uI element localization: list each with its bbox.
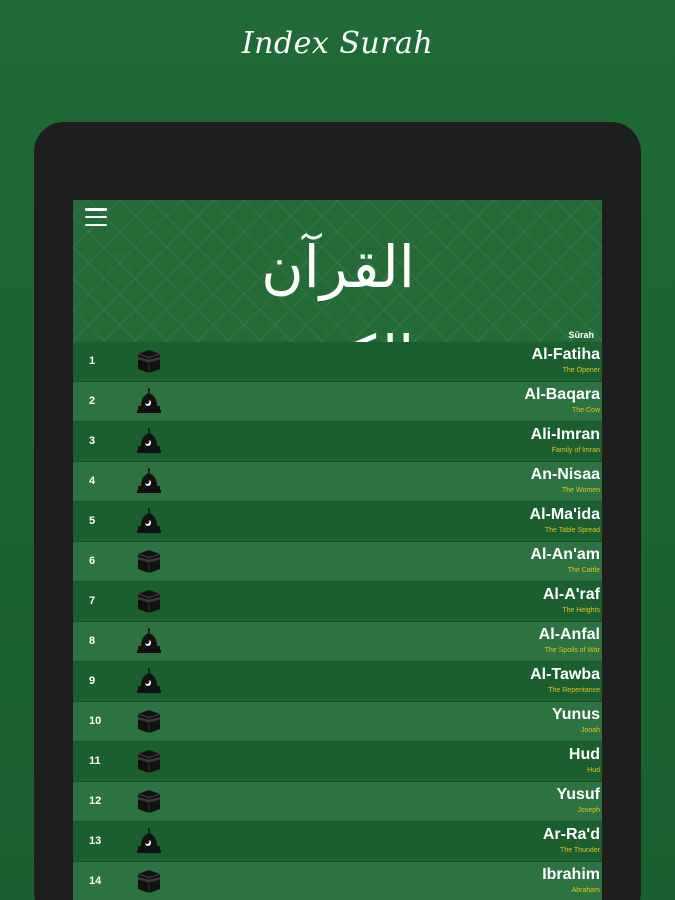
surah-number: 1 xyxy=(89,355,96,367)
quran-calligraphy-logo: القرآن xyxy=(261,233,415,301)
surah-text xyxy=(531,425,600,456)
surah-row[interactable] xyxy=(73,502,602,542)
surah-row[interactable] xyxy=(73,702,602,742)
surah-row[interactable] xyxy=(73,462,602,502)
surah-text xyxy=(530,505,600,536)
surah-meaning: Joseph xyxy=(577,807,600,814)
surah-text xyxy=(539,625,600,656)
mosque-dome-icon xyxy=(135,468,163,494)
surah-name: Al-A'raf xyxy=(542,586,600,603)
surah-name: Al-An'am xyxy=(530,546,600,563)
surah-text xyxy=(552,705,600,736)
surah-meaning: The Cattle xyxy=(567,567,600,574)
surah-meaning: Jonah xyxy=(580,727,600,734)
surah-meaning: The Heights xyxy=(562,607,600,614)
surah-name: An-Nisaa xyxy=(530,466,600,483)
promo-title: Index Surah xyxy=(241,26,434,61)
surah-name: Al-Fatiha xyxy=(531,346,600,363)
surah-number: 3 xyxy=(89,435,96,447)
surah-text xyxy=(532,345,600,376)
app-screen xyxy=(73,200,602,900)
app-header xyxy=(73,200,602,342)
surah-name: Al-Baqara xyxy=(524,386,600,403)
surah-meaning: The Women xyxy=(562,487,600,494)
mosque-dome-icon xyxy=(135,388,163,414)
surah-text xyxy=(556,785,600,816)
surah-text xyxy=(524,385,600,416)
mosque-dome-icon xyxy=(135,428,163,454)
kaaba-icon xyxy=(135,788,163,814)
surah-number: 11 xyxy=(89,755,101,767)
kaaba-icon xyxy=(135,588,163,614)
surah-text xyxy=(530,665,600,696)
surah-name: Ibrahim xyxy=(542,866,600,883)
surah-meaning: Family of Imran xyxy=(551,447,600,454)
mosque-dome-icon xyxy=(135,628,163,654)
kaaba-icon xyxy=(135,548,163,574)
surah-row[interactable] xyxy=(73,782,602,822)
surah-name: Al-Ma'ida xyxy=(529,506,600,523)
surah-row[interactable] xyxy=(73,822,602,862)
surah-meaning: The Opener xyxy=(562,367,600,374)
kaaba-icon xyxy=(135,748,163,774)
surah-name: Ali-Imran xyxy=(530,426,600,443)
surah-column-header: Sūrah xyxy=(568,330,594,340)
kaaba-icon xyxy=(135,348,163,374)
kaaba-icon xyxy=(135,868,163,894)
surah-meaning: Abraham xyxy=(571,887,600,894)
surah-number: 2 xyxy=(89,395,96,407)
surah-meaning: The Cow xyxy=(571,407,600,414)
surah-name: Yusuf xyxy=(556,786,600,803)
surah-meaning: The Spoils of War xyxy=(544,647,600,654)
surah-meaning: The Table Spread xyxy=(544,527,600,534)
surah-number: 13 xyxy=(89,835,102,847)
surah-name: Al-Tawba xyxy=(530,666,600,683)
surah-text xyxy=(569,745,600,776)
surah-number: 8 xyxy=(89,635,96,647)
surah-text xyxy=(531,465,600,496)
surah-number: 7 xyxy=(89,595,96,607)
surah-row[interactable] xyxy=(73,582,602,622)
surah-number: 10 xyxy=(89,715,102,727)
surah-meaning: The Repentance xyxy=(548,687,600,694)
surah-number: 4 xyxy=(89,475,96,487)
surah-number: 5 xyxy=(89,515,96,527)
mosque-dome-icon xyxy=(135,508,163,534)
surah-row[interactable] xyxy=(73,862,602,900)
surah-number: 6 xyxy=(89,555,96,567)
surah-number: 14 xyxy=(89,875,102,887)
surah-text xyxy=(530,545,600,576)
surah-row[interactable] xyxy=(73,342,602,382)
kaaba-icon xyxy=(135,708,163,734)
surah-row[interactable] xyxy=(73,382,602,422)
surah-row[interactable] xyxy=(73,622,602,662)
surah-name: Ar-Ra'd xyxy=(542,826,600,843)
mosque-dome-icon xyxy=(135,668,163,694)
surah-number: 12 xyxy=(89,795,102,807)
surah-row[interactable] xyxy=(73,662,602,702)
surah-meaning: Hud xyxy=(587,767,600,774)
hamburger-menu-icon[interactable] xyxy=(85,208,107,226)
surah-meaning: The Thunder xyxy=(560,847,600,854)
surah-text xyxy=(542,865,600,896)
tablet-frame xyxy=(34,122,641,900)
mosque-dome-icon xyxy=(135,828,163,854)
surah-name: Yunus xyxy=(551,706,600,723)
surah-row[interactable] xyxy=(73,742,602,782)
surah-number: 9 xyxy=(89,675,96,687)
surah-name: Al-Anfal xyxy=(538,626,600,643)
surah-list xyxy=(73,342,602,900)
surah-text xyxy=(543,585,600,616)
surah-text xyxy=(543,825,600,856)
surah-row[interactable] xyxy=(73,422,602,462)
surah-row[interactable] xyxy=(73,542,602,582)
surah-name: Hud xyxy=(568,746,600,763)
